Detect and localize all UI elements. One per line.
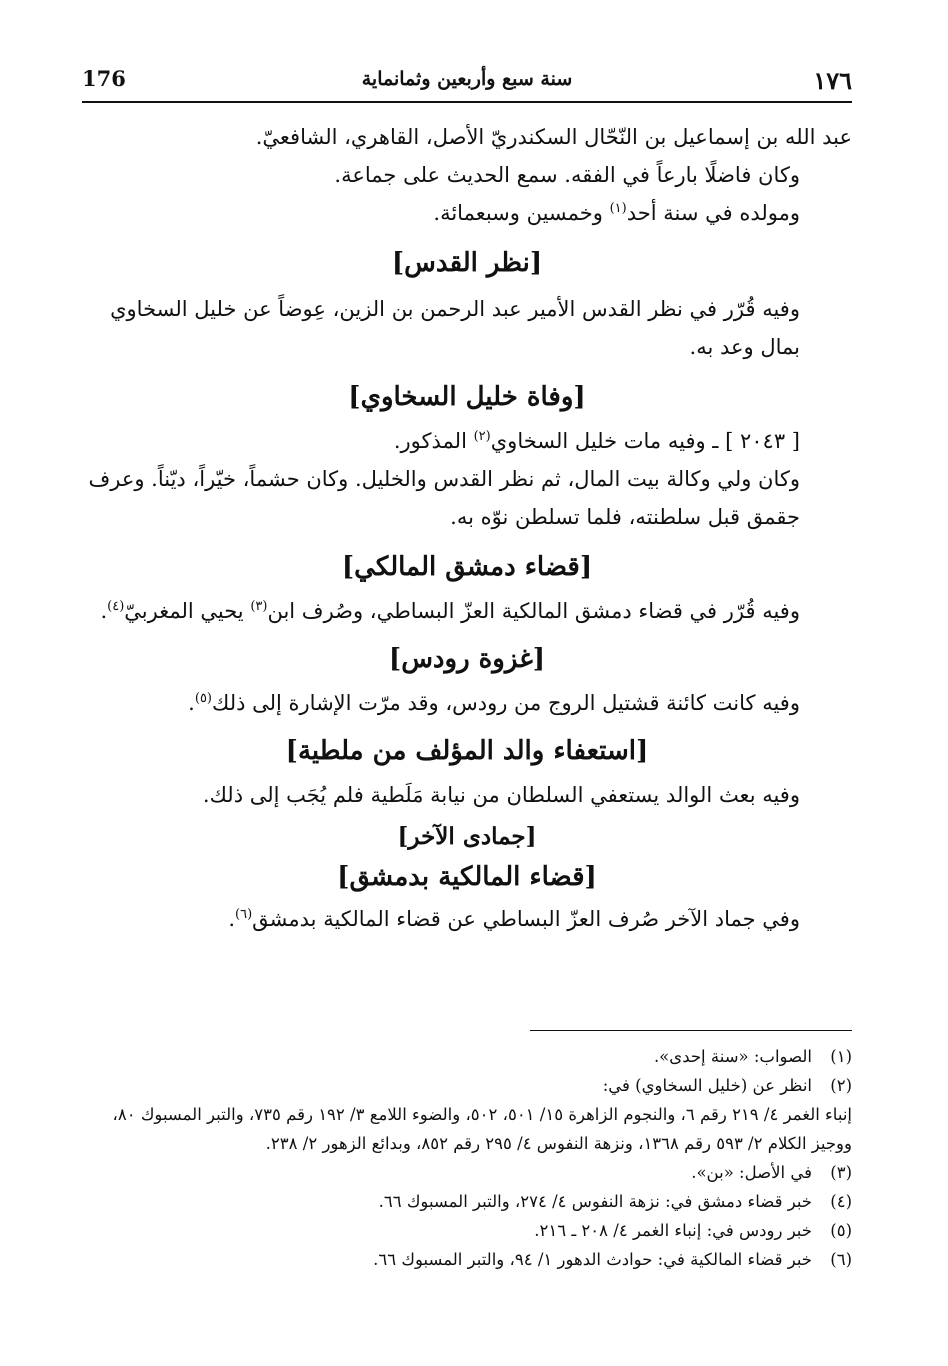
- footnote-item: [82, 1216, 852, 1245]
- footnote-number: (٦): [830, 1250, 852, 1269]
- paragraph: [82, 194, 852, 232]
- paragraph: [82, 592, 852, 630]
- footnote-item: [82, 1042, 852, 1071]
- paragraph: وفيه قُرّر في نظر القدس الأمير عبد الرحمن بن الزين، عِوضاً عن خليل السخاوي بمال وعد به.: [110, 297, 800, 359]
- footnote-text: في الأصل: «بن».: [691, 1163, 812, 1182]
- footnote-ref[interactable]: (٣): [250, 599, 268, 614]
- text-run: [ ٢٠٤٣ ] ـ وفيه مات خليل السخاوي: [490, 429, 800, 453]
- section-heading: [قضاء المالكية بدمشق]: [337, 862, 597, 892]
- text-run: يحيي المغربيّ: [124, 599, 251, 623]
- text-run: وفي جماد الآخر صُرف العزّ البساطي عن قضاء المالكية بدمشق: [252, 907, 800, 931]
- footnote-rule: [530, 1030, 852, 1031]
- footnote-ref[interactable]: (٥): [194, 691, 212, 706]
- section-heading: [غزوة رودس]: [388, 644, 546, 674]
- section-heading: [استعفاء والد المؤلف من ملطية]: [285, 736, 649, 766]
- footnote-number: (٥): [830, 1221, 852, 1240]
- footnote-text: الصواب: «سنة إحدى».: [653, 1047, 812, 1066]
- text-run: وخمسين وسبعمائة.: [433, 201, 610, 225]
- main-text: [82, 118, 852, 938]
- paragraph: عبد الله بن إسماعيل بن النّحّال السكندريّ الأصل، القاهري، الشافعيّ.: [255, 125, 852, 149]
- paragraph: [82, 684, 852, 722]
- footnote-number: (١): [830, 1047, 852, 1066]
- paragraph: [82, 900, 852, 938]
- footnote-text: خبر رودس في: إنباء الغمر ٤/ ٢٠٨ ـ ٢١٦.: [534, 1221, 812, 1240]
- running-title: سنة سبع وأربعين وثمانماية: [361, 68, 573, 90]
- text-run: ومولده في سنة أحد: [626, 201, 800, 225]
- section-heading: [نظر القدس]: [391, 248, 543, 278]
- footnote-text: خبر قضاء دمشق في: نزهة النفوس ٤/ ٢٧٤، والتبر المسبوك ٦٦.: [378, 1192, 812, 1211]
- footnote-number: (٢): [830, 1076, 852, 1095]
- text-run: .: [100, 599, 108, 623]
- footnote-number: (٤): [830, 1192, 852, 1211]
- text-run: وفيه كانت كائنة قشتيل الروج من رودس، وقد مرّت الإشارة إلى ذلك: [212, 691, 800, 715]
- paragraph: وكان ولي وكالة بيت المال، ثم نظر القدس والخليل. وكان حشماً، خيّراً، ديّناً. وعرف جقمق قبل سلطنته، فلما تسلطن نوّه به.: [88, 467, 800, 529]
- footnote-text: انظر عن (خليل السخاوي) في:: [602, 1076, 812, 1095]
- footnote-item: [82, 1100, 852, 1158]
- paragraph: وكان فاضلًا بارعاً في الفقه. سمع الحديث على جماعة.: [334, 163, 800, 187]
- footnote-item: [82, 1187, 852, 1216]
- page-header: [82, 66, 852, 106]
- footnote-ref[interactable]: (٤): [107, 599, 125, 614]
- section-heading: [وفاة خليل السخاوي]: [348, 382, 586, 412]
- footnote-item: [82, 1245, 852, 1274]
- text-run: المذكور.: [393, 429, 474, 453]
- section-heading: [قضاء دمشق المالكي]: [341, 552, 593, 582]
- text-run: .: [188, 691, 195, 715]
- footnote-ref[interactable]: (٦): [235, 907, 253, 922]
- page-number-arabic: ١٧٦: [813, 66, 852, 95]
- text-run: وفيه قُرّر في قضاء دمشق المالكية العزّ البساطي، وصُرف ابن: [267, 599, 800, 623]
- footnote-text: خبر قضاء المالكية في: حوادث الدهور ١/ ٩٤، والتبر المسبوك ٦٦.: [373, 1250, 812, 1269]
- footnote-ref[interactable]: (٢): [473, 429, 491, 444]
- footnote-number: (٣): [830, 1163, 852, 1182]
- footnote-item: [82, 1158, 852, 1187]
- paragraph: وفيه بعث الوالد يستعفي السلطان من نيابة مَلَطية فلم يُجَب إلى ذلك.: [202, 783, 800, 807]
- footnote-text: إنباء الغمر ٤/ ٢١٩ رقم ٦، والنجوم الزاهرة ١٥/ ٥٠١، ٥٠٢، والضوء اللامع ٣/ ١٩٢ رقم ٧٣٥، والتبر المسبوك ٨٠، ووجيز الكلام ٢/ ٥٩٣ رقم ١٣٦٨، ونزهة النفوس ٤/ ٢٩٥ رقم ٨٥٢، وبدائع الزهور ٢/ ٢٣٨.: [112, 1105, 852, 1153]
- section-heading: [جمادى الآخر]: [397, 823, 537, 850]
- page-number-latin: 176: [82, 66, 126, 91]
- header-rule: [82, 101, 852, 103]
- text-run: .: [228, 907, 236, 931]
- footnote-ref[interactable]: (١): [609, 201, 627, 216]
- footnote-item: [82, 1071, 852, 1100]
- footnotes: [82, 1042, 852, 1274]
- paragraph: [82, 422, 852, 460]
